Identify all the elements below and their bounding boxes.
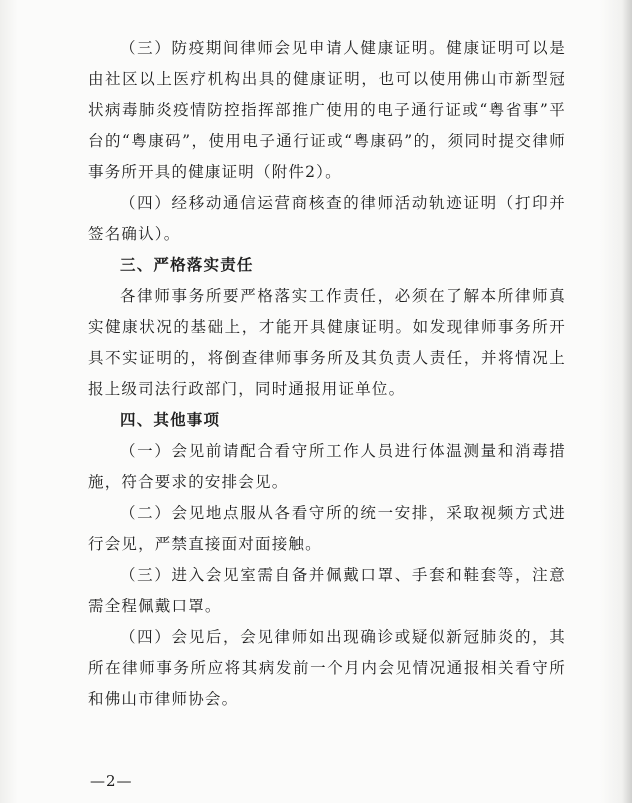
- section-heading-other-matters: 四、其他事项: [120, 411, 221, 429]
- paragraph-activity-trajectory: （四）经移动通信运营商核查的律师活动轨迹证明（打印并签名确认）。: [88, 194, 566, 243]
- page-edge-shadow: [622, 0, 632, 803]
- paragraph-responsibility-body: 各律师事务所要严格落实工作责任，必须在了解本所律师真实健康状况的基础上，才能开具健康证明。如发现律师事务所开具不实证明的，将倒查律师事务所及其负责人责任，并将情况上报上级司法行政部门，同时通报用证单位。: [88, 287, 566, 398]
- paragraph-item-after-meeting: （四）会见后，会见律师如出现确诊或疑似新冠肺炎的，其所在律师事务所应将其病发前一个月内会见情况通报相关看守所和佛山市律师协会。: [88, 628, 566, 708]
- paragraph-item-masks: （三）进入会见室需自备并佩戴口罩、手套和鞋套等，注意需全程佩戴口罩。: [88, 566, 566, 615]
- page-number: —2—: [90, 772, 133, 790]
- section-heading-responsibility: 三、严格落实责任: [120, 256, 254, 274]
- paragraph-item-temperature: （一）会见前请配合看守所工作人员进行体温测量和消毒措施，符合要求的安排会见。: [88, 442, 566, 491]
- paragraph-item-video-meeting: （二）会见地点服从各看守所的统一安排，采取视频方式进行会见，严禁直接面对面接触。: [88, 504, 566, 553]
- paragraph-health-certificate: （三）防疫期间律师会见申请人健康证明。健康证明可以是由社区以上医疗机构出具的健康证明，也可以使用佛山市新型冠状病毒肺炎疫情防控指挥部推广使用的电子通行证或“粤省事”平台的“粤康码”，使用电子通行证或“粤康码”的，须同时提交律师事务所开具的健康证明（附件2）。: [88, 39, 566, 181]
